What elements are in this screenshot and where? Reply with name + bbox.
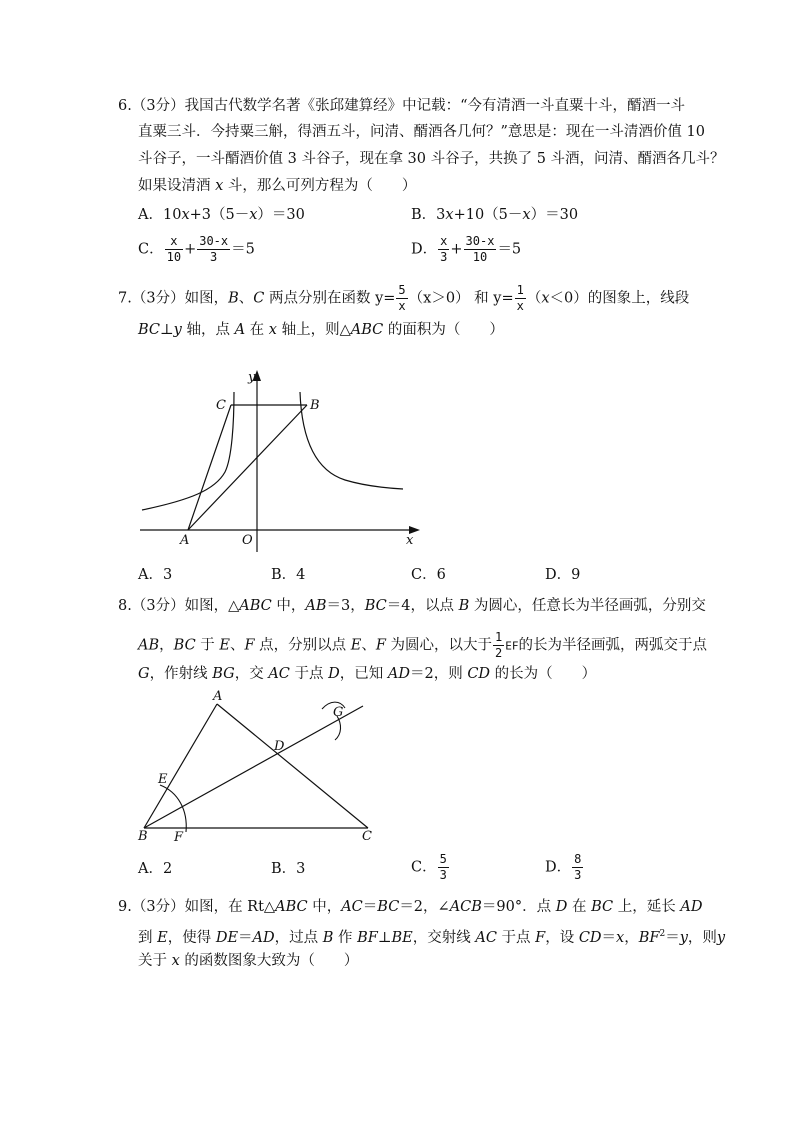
label-x: x <box>406 533 414 548</box>
segment-ac <box>188 405 231 530</box>
fraction: $\frac{x}{10}$ <box>166 234 182 264</box>
segment-ac <box>217 704 368 828</box>
label-c: C <box>216 398 226 413</box>
q7-option-c[interactable]: C．6 <box>411 567 446 583</box>
q6-option-a[interactable]: A．10x+3（5－x）＝30 <box>138 207 305 223</box>
fraction: $\frac{5}{3}$ <box>439 852 447 882</box>
q8-line-1: 8.（3分）如图，△ABC 中，AB＝3，BC＝4，以点 B 为圆心，任意长为半径画弧，分别交 <box>118 598 706 614</box>
label-g: G <box>333 705 344 720</box>
label-c: C <box>362 829 372 844</box>
q6-line-1: 6.（3分）我国古代数学名著《张邱建算经》中记载：“今有清酒一斗直粟十斗，醑酒一斗 <box>118 98 685 114</box>
q6-option-b[interactable]: B．3x+10（5－x）＝30 <box>411 207 579 223</box>
fraction: $\frac{5}{x}$ <box>398 283 406 313</box>
q7-option-d[interactable]: D．9 <box>545 567 581 583</box>
label-b: B <box>138 829 148 844</box>
q8-line-3: G，作射线 BG，交 AC 于点 D，已知 AD＝2，则 CD 的长为（ ） <box>138 666 597 682</box>
q7-option-b[interactable]: B．4 <box>271 567 306 583</box>
q7-line-1: 7.（3分）如图，B、C 两点分别在函数 y= $\frac{5}{x}$ （x＞0） 和 y= $\frac{1}{x}$ （x＜0）的图象上，线段 <box>118 283 690 313</box>
arc-ef <box>160 785 186 832</box>
label-a: A <box>213 689 223 704</box>
segment-ab <box>188 405 307 530</box>
q7-line-2: BC⊥y 轴，点 A 在 x 轴上，则△ABC 的面积为（ ） <box>138 322 504 338</box>
ray-bg <box>144 706 363 828</box>
q8-line-2: AB，BC 于 E、F 点，分别以点 E、F 为圆心，以大于 $\frac{1}{2}$ EF的长为半径画弧，两弧交于点 <box>138 630 708 660</box>
q6-option-c[interactable]: C． $\frac{x}{10}$ + $\frac{30-x}{3}$ ＝5 <box>138 234 255 264</box>
q7-option-a[interactable]: A．3 <box>138 567 173 583</box>
q6-line-2: 直粟三斗．今持粟三斛，得酒五斗，问清、醑酒各几何？”意思是：现在一斗清酒价值 10 <box>138 124 705 140</box>
label-o: O <box>242 533 253 548</box>
label-y: y <box>248 370 256 385</box>
label-e: E <box>158 772 168 787</box>
fraction: $\frac{8}{3}$ <box>574 852 582 882</box>
segment-ab <box>144 704 217 828</box>
q8-figure <box>130 688 375 848</box>
fraction: $\frac{30-x}{3}$ <box>199 234 229 264</box>
q9-line-1: 9.（3分）如图，在 Rt△ABC 中，AC＝BC＝2，∠ACB＝90°．点 D 在 BC 上，延长 AD <box>118 899 703 915</box>
fraction: $\frac{1}{2}$ <box>495 630 503 660</box>
q6-option-d[interactable]: D． $\frac{x}{3}$ + $\frac{30-x}{10}$ ＝5 <box>411 234 522 264</box>
fraction: $\frac{x}{3}$ <box>440 234 448 264</box>
label-a: A <box>180 533 190 548</box>
fraction: $\frac{1}{x}$ <box>516 283 524 313</box>
label-f: F <box>174 830 184 845</box>
q8-option-c[interactable]: C． $\frac{5}{3}$ <box>411 852 447 882</box>
label-d: D <box>274 739 285 754</box>
q9-line-3: 关于 x 的函数图象大致为（ ） <box>138 953 359 969</box>
q8-option-d[interactable]: D． $\frac{8}{3}$ <box>545 852 582 882</box>
q6-line-4: 如果设清酒 x 斗，那么可列方程为（ ） <box>138 178 417 194</box>
q7-figure <box>130 362 430 557</box>
q8-option-a[interactable]: A．2 <box>138 861 173 877</box>
q6-line-3: 斗谷子，一斗醑酒价值 3 斗谷子，现在拿 30 斗谷子，共换了 5 斗酒，问清、醑酒各几斗？ <box>138 151 725 167</box>
fraction: $\frac{30-x}{10}$ <box>465 234 495 264</box>
q9-line-2: 到 E，使得 DE＝AD，过点 B 作 BF⊥BE，交射线 AC 于点 F，设 CD＝x，$BF^2=y$，则y <box>138 929 726 946</box>
q8-option-b[interactable]: B．3 <box>271 861 306 877</box>
label-b: B <box>310 398 320 413</box>
